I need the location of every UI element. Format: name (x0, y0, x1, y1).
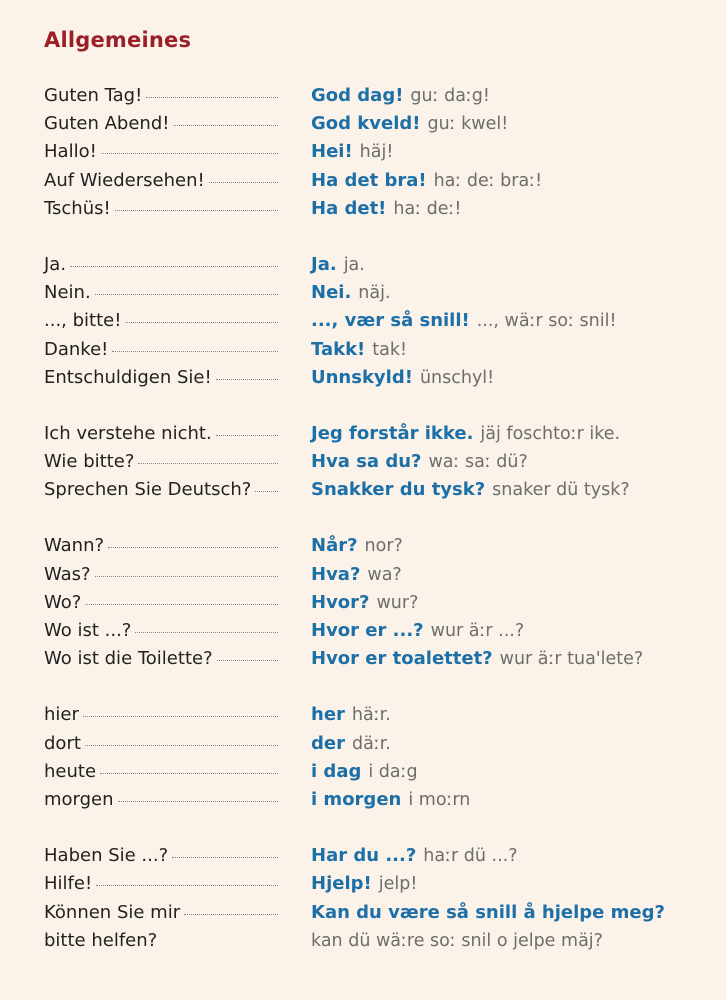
norwegian-cell (311, 336, 407, 364)
dotted-leader (209, 182, 278, 183)
dotted-leader (184, 914, 278, 915)
norwegian-cell (311, 307, 616, 335)
phrase-group (44, 842, 694, 955)
norwegian-phrase: ..., vær så snill! (311, 310, 470, 332)
german-cell (44, 589, 280, 617)
dotted-leader (85, 745, 278, 746)
german-phrase: Ich verstehe nicht. (44, 422, 212, 444)
phrase-row (44, 167, 694, 195)
german-cell (44, 110, 280, 138)
dotted-leader (70, 266, 278, 267)
german-phrase: Können Sie mir (44, 901, 181, 923)
german-cell (44, 870, 280, 898)
norwegian-phrase: Takk! (311, 338, 366, 360)
phrase-row (44, 476, 694, 504)
german-cell (44, 138, 280, 166)
phrase-group (44, 82, 694, 223)
norwegian-phrase: Unnskyld! (311, 366, 413, 388)
pronunciation: wur? (376, 592, 419, 613)
german-cell (44, 448, 280, 476)
pronunciation: waː saː dü? (428, 452, 528, 473)
german-cell (44, 758, 280, 786)
pronunciation: näj. (358, 283, 391, 304)
german-cell (44, 476, 280, 504)
pronunciation: jäj foschtoːr ike. (480, 423, 621, 444)
pronunciation: jelp! (378, 874, 418, 895)
pronunciation: guː kwel! (427, 114, 509, 135)
german-phrase: heute (44, 760, 97, 782)
german-phrase: Wo ist ...? (44, 620, 132, 641)
pronunciation: ..., wäːr soː snil! (476, 311, 617, 332)
norwegian-phrase: God dag! (311, 85, 404, 106)
norwegian-phrase: God kveld! (311, 113, 421, 135)
phrase-row (44, 532, 694, 560)
german-cell (44, 364, 280, 392)
pronunciation: häːr. (351, 705, 391, 726)
norwegian-cell (311, 251, 365, 279)
phrase-row (44, 110, 694, 138)
norwegian-phrase: Har du ...? (311, 845, 417, 867)
phrase-row (44, 617, 694, 645)
dotted-leader (172, 857, 278, 858)
phrase-row (44, 420, 694, 448)
norwegian-cell (311, 448, 528, 476)
norwegian-cell (311, 758, 418, 786)
dotted-leader (216, 379, 278, 380)
dotted-leader (118, 801, 278, 802)
german-cell (44, 842, 280, 870)
german-phrase: Sprechen Sie Deutsch? (44, 479, 252, 501)
pronunciation: ja. (343, 254, 365, 275)
pronunciation: wur äːr ...? (430, 621, 525, 641)
german-cell (44, 167, 280, 195)
german-cell (44, 420, 280, 448)
pronunciation: i daːg (368, 761, 418, 782)
norwegian-cell (311, 786, 470, 814)
german-cell (44, 701, 280, 729)
german-phrase: Wo? (44, 591, 82, 613)
norwegian-phrase: Ha det bra! (311, 169, 427, 191)
norwegian-phrase: Nei. (311, 282, 352, 304)
german-phrase: morgen (44, 788, 114, 810)
norwegian-phrase: her (311, 704, 345, 726)
phrase-group (44, 420, 694, 505)
norwegian-cell (311, 701, 391, 729)
phrase-row (44, 645, 694, 673)
norwegian-phrase: i dag (311, 760, 362, 782)
phrase-row (44, 786, 694, 814)
norwegian-cell (311, 870, 417, 898)
norwegian-phrase: Når? (311, 535, 358, 557)
dotted-leader (217, 660, 278, 661)
norwegian-phrase: Jeg forstår ikke. (311, 422, 474, 444)
german-phrase: Ja. (44, 253, 67, 275)
dotted-leader (173, 125, 278, 126)
pronunciation: wur äːr tua'lete? (499, 649, 644, 670)
norwegian-phrase: Hva? (311, 563, 361, 585)
german-phrase: bitte helfen? (44, 929, 158, 951)
pronunciation: nor? (364, 536, 403, 557)
pronunciation: däːr. (351, 733, 391, 754)
phrase-row (44, 927, 694, 955)
norwegian-cell (311, 279, 391, 307)
dotted-leader (83, 716, 278, 717)
phrase-row (44, 870, 694, 898)
norwegian-cell (311, 645, 643, 673)
german-cell (44, 279, 280, 307)
phrase-row (44, 195, 694, 223)
pronunciation: haː deː braː! (433, 170, 543, 191)
german-phrase: Wo ist die Toilette? (44, 648, 213, 670)
german-phrase: ..., bitte! (44, 310, 122, 332)
norwegian-cell (311, 167, 542, 195)
german-phrase: dort (44, 732, 81, 754)
norwegian-cell (311, 110, 508, 138)
norwegian-phrase: Hvor er toalettet? (311, 648, 493, 670)
dotted-leader (115, 210, 278, 211)
german-cell (44, 82, 280, 110)
phrase-row (44, 448, 694, 476)
german-cell (44, 307, 280, 335)
german-phrase: Was? (44, 563, 91, 585)
norwegian-phrase: Hvor? (311, 591, 370, 613)
norwegian-cell (311, 589, 418, 617)
dotted-leader (108, 547, 278, 548)
norwegian-phrase: Hjelp! (311, 873, 372, 895)
norwegian-cell (311, 82, 490, 110)
pronunciation: haː deː! (393, 198, 462, 219)
norwegian-cell (311, 899, 665, 927)
german-phrase: Hallo! (44, 141, 97, 163)
norwegian-phrase: Ha det! (311, 197, 387, 219)
norwegian-cell (311, 532, 403, 560)
norwegian-phrase: Hei! (311, 141, 353, 163)
dotted-leader (216, 435, 278, 436)
german-phrase: Entschuldigen Sie! (44, 366, 212, 388)
phrase-row (44, 336, 694, 364)
phrase-group (44, 701, 694, 814)
dotted-leader (138, 463, 278, 464)
phrase-row (44, 307, 694, 335)
dotted-leader (95, 294, 278, 295)
phrase-row (44, 899, 694, 927)
german-cell (44, 927, 280, 955)
dotted-leader (146, 97, 278, 98)
pronunciation: tak! (372, 339, 408, 360)
phrase-row (44, 138, 694, 166)
german-cell (44, 561, 280, 589)
pronunciation: guː daːg! (410, 86, 490, 106)
pronunciation: i moːrn (408, 789, 471, 810)
phrase-row (44, 251, 694, 279)
norwegian-phrase: Hvor er ...? (311, 620, 424, 641)
norwegian-phrase: Ja. (311, 253, 337, 275)
norwegian-cell (311, 420, 620, 448)
pronunciation: wa? (367, 564, 402, 585)
norwegian-cell (311, 927, 603, 955)
phrase-row (44, 758, 694, 786)
norwegian-phrase: Snakker du tysk? (311, 479, 486, 501)
dotted-leader (135, 632, 278, 633)
german-cell (44, 645, 280, 673)
german-phrase: Wann? (44, 535, 105, 557)
pronunciation: kan dü wäːre soː snil o jelpe mäj? (311, 930, 603, 951)
german-phrase: Hilfe! (44, 873, 93, 895)
german-phrase: Haben Sie ...? (44, 845, 169, 867)
phrase-groups (44, 82, 694, 983)
german-phrase: Guten Abend! (44, 113, 170, 135)
german-phrase: Nein. (44, 282, 91, 304)
german-phrase: Guten Tag! (44, 85, 143, 106)
phrase-row (44, 589, 694, 617)
pronunciation: haːr dü ...? (423, 846, 518, 867)
norwegian-cell (311, 364, 494, 392)
norwegian-cell (311, 842, 518, 870)
german-phrase: Danke! (44, 338, 109, 360)
dotted-leader (96, 885, 278, 886)
german-cell (44, 532, 280, 560)
phrase-row (44, 842, 694, 870)
norwegian-phrase: i morgen (311, 788, 402, 810)
pronunciation: ünschyl! (419, 367, 495, 388)
phrase-group (44, 532, 694, 673)
german-cell (44, 617, 280, 645)
german-phrase: Wie bitte? (44, 451, 135, 473)
dotted-leader (100, 773, 278, 774)
german-cell (44, 730, 280, 758)
pronunciation: häj! (359, 142, 394, 163)
section-title: Allgemeines (44, 28, 192, 52)
german-phrase: Auf Wiedersehen! (44, 169, 205, 191)
phrase-group (44, 251, 694, 392)
norwegian-cell (311, 195, 461, 223)
norwegian-phrase: Kan du være så snill å hjelpe meg? (311, 901, 665, 923)
dotted-leader (101, 153, 278, 154)
dotted-leader (125, 322, 278, 323)
dotted-leader (255, 491, 278, 492)
norwegian-phrase: der (311, 732, 345, 754)
phrase-row (44, 701, 694, 729)
german-phrase: hier (44, 704, 79, 726)
dotted-leader (112, 351, 278, 352)
norwegian-cell (311, 617, 524, 645)
norwegian-cell (311, 730, 391, 758)
phrase-row (44, 561, 694, 589)
german-cell (44, 251, 280, 279)
phrase-row (44, 730, 694, 758)
phrase-row (44, 364, 694, 392)
german-cell (44, 336, 280, 364)
norwegian-cell (311, 561, 402, 589)
norwegian-cell (311, 476, 630, 504)
german-cell (44, 899, 280, 927)
norwegian-phrase: Hva sa du? (311, 451, 422, 473)
german-cell (44, 195, 280, 223)
phrase-row (44, 82, 694, 110)
norwegian-cell (311, 138, 393, 166)
dotted-leader (95, 576, 278, 577)
dotted-leader (85, 604, 278, 605)
german-cell (44, 786, 280, 814)
german-phrase: Tschüs! (44, 197, 111, 219)
phrase-row (44, 279, 694, 307)
pronunciation: snaker dü tysk? (492, 480, 630, 501)
